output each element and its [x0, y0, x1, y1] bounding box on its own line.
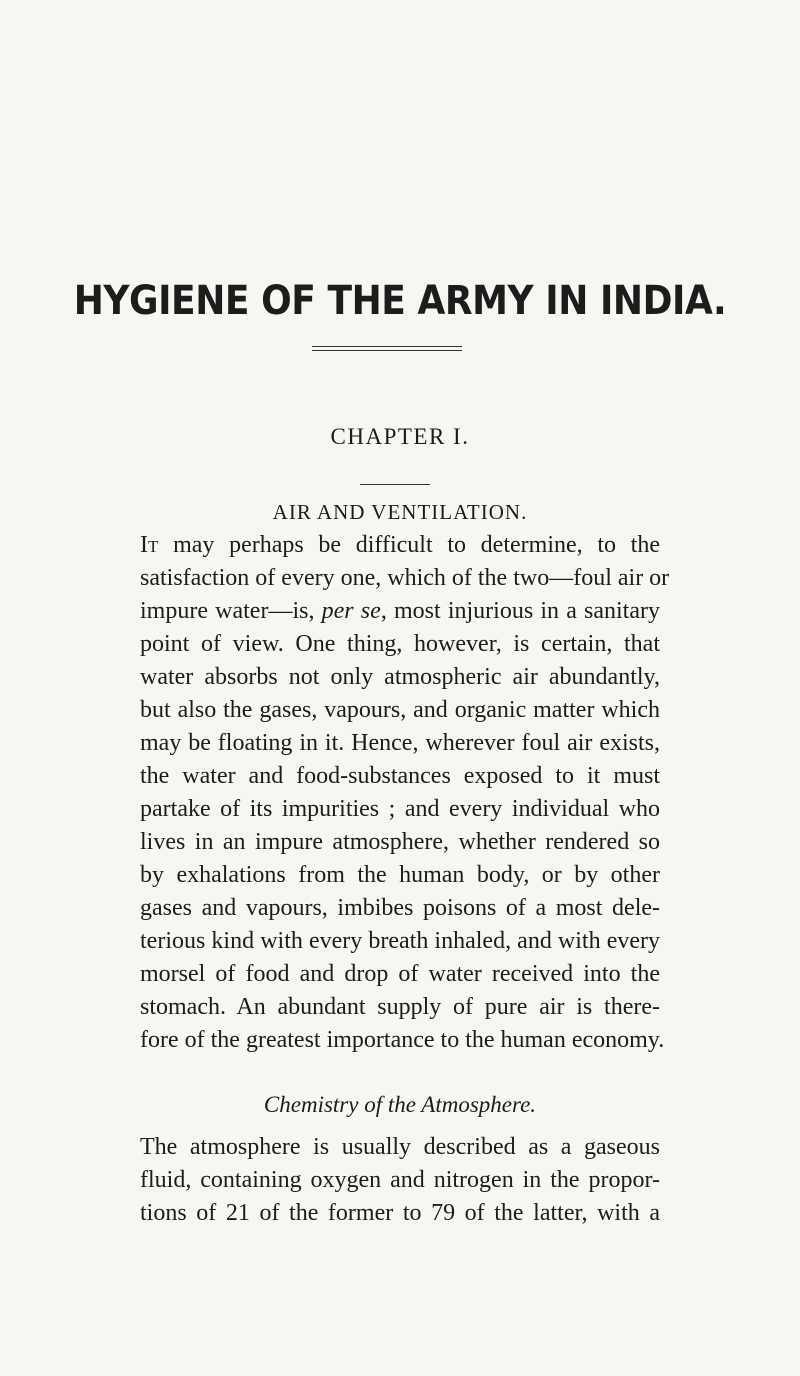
- text-line: morsel of food and drop of water received into the: [140, 961, 660, 987]
- text-line: may be floating in it. Hence, wherever foul air exists,: [140, 730, 660, 756]
- text-line: point of view. One thing, however, is certain, that: [140, 631, 660, 657]
- chapter-heading: CHAPTER I.: [330, 424, 470, 449]
- text-line: tions of 21 of the former to 79 of the latter, with a: [140, 1200, 660, 1226]
- title-rule-top: [312, 346, 462, 347]
- chapter-rule: [360, 484, 430, 485]
- text-line: It may perhaps be difficult to determine, to the: [140, 532, 660, 558]
- italic-phrase: per se: [321, 598, 381, 624]
- text-line: The atmosphere is usually described as a gaseous: [140, 1134, 660, 1160]
- text-line: impure water—is, per se, most injurious in a sanitary: [140, 598, 660, 624]
- chapter-subheading: AIR AND VENTILATION.: [272, 500, 528, 524]
- text-line: stomach. An abundant supply of pure air is there-: [140, 994, 660, 1020]
- text-line: terious kind with every breath inhaled, and with every: [140, 928, 660, 954]
- page-title: HYGIENE OF THE ARMY IN INDIA.: [73, 278, 727, 324]
- text-line: lives in an impure atmosphere, whether rendered so: [140, 829, 660, 855]
- opening-word: It: [140, 532, 159, 558]
- text-line: gases and vapours, imbibes poisons of a most dele-: [140, 895, 660, 921]
- text-line: but also the gases, vapours, and organic matter which: [140, 697, 660, 723]
- text-line: partake of its impurities ; and every individual who: [140, 796, 660, 822]
- text-line: fore of the greatest importance to the human economy.: [140, 1027, 665, 1053]
- text-line: by exhalations from the human body, or by other: [140, 862, 660, 888]
- text-line: satisfaction of every one, which of the two—foul air or: [140, 565, 670, 591]
- text-line: water absorbs not only atmospheric air abundantly,: [140, 664, 660, 690]
- text-line: fluid, containing oxygen and nitrogen in the propor-: [140, 1167, 660, 1193]
- text-line: the water and food-substances exposed to it must: [140, 763, 660, 789]
- section-heading: Chemistry of the Atmosphere.: [263, 1092, 537, 1117]
- title-rule-bottom: [312, 350, 462, 351]
